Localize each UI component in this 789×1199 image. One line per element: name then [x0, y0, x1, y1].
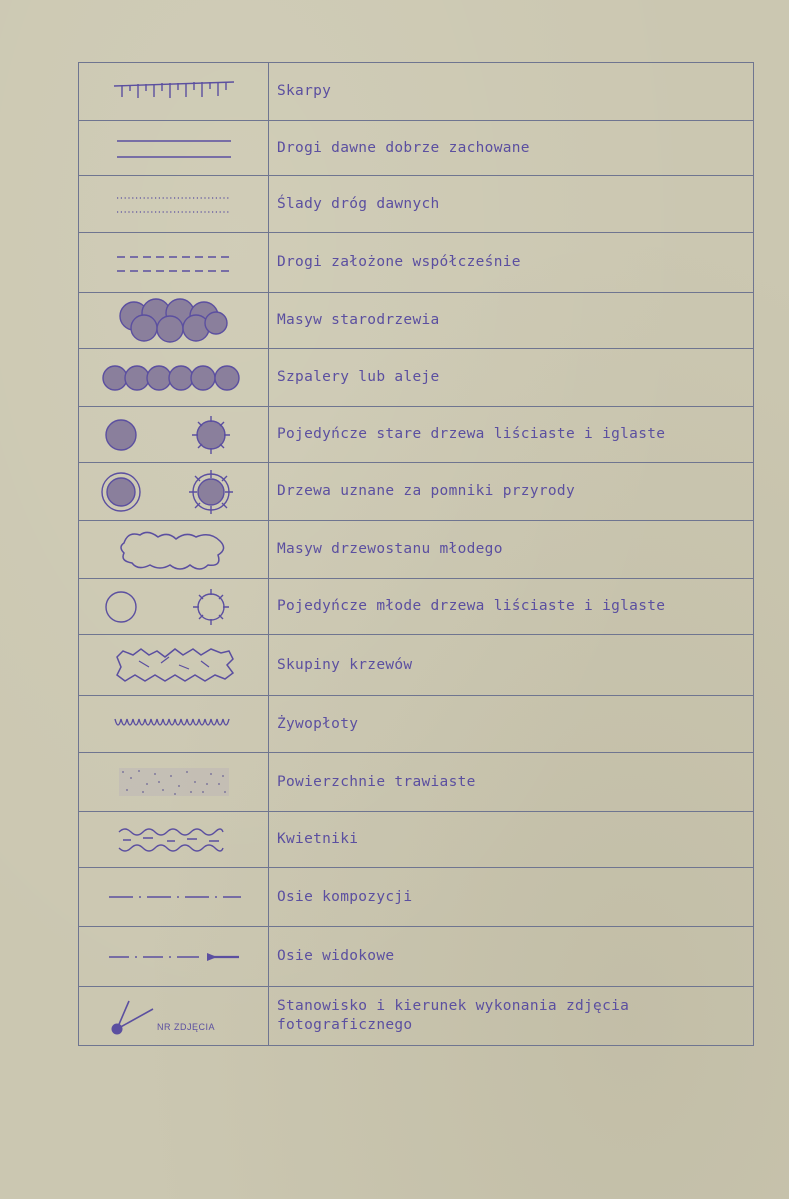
legend-label: Kwietniki — [277, 831, 359, 847]
legend-row — [79, 635, 753, 696]
legend-row — [79, 579, 753, 635]
old-single-trees-icon — [99, 412, 249, 458]
double-dashed-line-icon — [109, 248, 239, 278]
young-single-trees-icon — [99, 584, 249, 630]
legend-row — [79, 233, 753, 293]
double-solid-line-icon — [109, 133, 239, 163]
legend-label: Skupiny krzewów — [277, 656, 413, 673]
legend-symbol-cell — [79, 293, 269, 348]
legend-row — [79, 176, 753, 233]
legend-row — [79, 521, 753, 579]
legend-symbol-cell — [79, 812, 269, 867]
legend-label: Pojedyńcze stare drzewa liściaste i iglaste — [277, 426, 666, 442]
legend-symbol-cell — [79, 696, 269, 752]
legend-row — [79, 987, 753, 1045]
legend-label: Masyw drzewostanu młodego — [277, 541, 503, 557]
legend-row — [79, 293, 753, 349]
legend-symbol-cell — [79, 927, 269, 986]
old-tree-mass-icon — [114, 296, 234, 346]
legend-symbol-cell — [79, 121, 269, 175]
legend-symbol-cell — [79, 407, 269, 462]
legend-symbol-cell — [79, 987, 269, 1045]
legend-label: Drogi założone współcześnie — [277, 254, 521, 270]
legend-label: Drzewa uznane za pomniki przyrody — [277, 483, 575, 499]
natural-monument-trees-icon — [99, 467, 249, 517]
legend-label: Powierzchnie trawiaste — [277, 773, 476, 790]
flower-bed-icon — [109, 820, 239, 860]
legend-label: Drogi dawne dobrze zachowane — [277, 139, 530, 156]
legend-row — [79, 868, 753, 927]
tree-row-icon — [99, 360, 249, 396]
shrub-group-icon — [109, 643, 239, 687]
photo-number-label: NR ZDJĘCIA — [157, 1022, 216, 1032]
legend-row — [79, 927, 753, 987]
legend-label: Masyw starodrzewia — [277, 312, 440, 328]
legend-row — [79, 121, 753, 176]
legend-label: Ślady dróg dawnych — [277, 195, 440, 212]
legend-row — [79, 349, 753, 407]
legend-symbol-cell — [79, 463, 269, 520]
legend-symbol-cell — [79, 579, 269, 634]
legend-symbol-cell — [79, 63, 269, 120]
legend-label: Szpalery lub aleje — [277, 369, 440, 385]
legend-symbol-cell — [79, 521, 269, 578]
composition-axis-icon — [99, 887, 249, 907]
young-stand-mass-icon — [114, 525, 234, 575]
hedge-icon — [109, 711, 239, 737]
legend-symbol-cell — [79, 233, 269, 292]
legend-symbol-cell — [79, 868, 269, 926]
legend-row — [79, 812, 753, 868]
legend-symbol-cell — [79, 349, 269, 406]
legend-label: Osie widokowe — [277, 948, 395, 964]
legend-label: Żywopłoty — [277, 715, 359, 732]
legend-symbol-cell — [79, 176, 269, 232]
legend-label: Pojedyńcze młode drzewa liściaste i iglaste — [277, 598, 666, 614]
legend-row — [79, 463, 753, 521]
legend-row — [79, 407, 753, 463]
double-dotted-line-icon — [109, 189, 239, 219]
photo-position-icon — [103, 991, 163, 1041]
legend-table — [78, 62, 754, 1046]
legend-row — [79, 63, 753, 121]
legend-label: Skarpy — [277, 83, 332, 99]
grass-surface-icon — [109, 762, 239, 802]
legend-symbol-cell — [79, 635, 269, 695]
legend-label: Stanowisko i kierunek wykonania zdjęcia fotograficznego — [277, 998, 630, 1033]
view-axis-icon — [99, 947, 249, 967]
legend-row — [79, 753, 753, 812]
legend-label: Osie kompozycji — [277, 888, 413, 905]
legend-symbol-cell — [79, 753, 269, 811]
escarpment-icon — [104, 72, 244, 112]
legend-row — [79, 696, 753, 753]
